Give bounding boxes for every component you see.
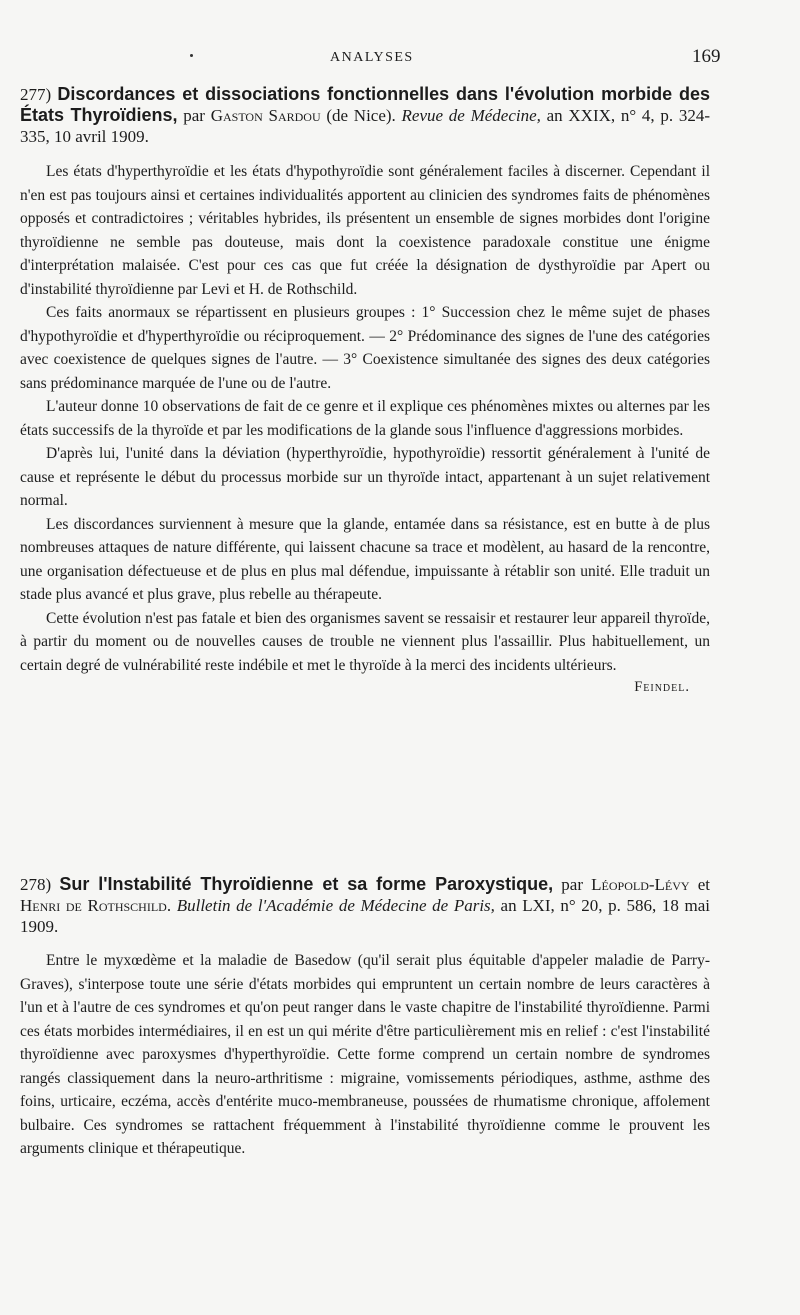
paragraph: Ces faits anormaux se répartissent en plusieurs groupes : 1° Succession chez le même sujet de phases d'hypothyroïdie et d'hyperthyroïdie ou réciproquement. — 2° Prédominance des signes de l'une des catégories avec coexistence de quelques signes de l'autre. — 3° Coexistence simultanée des signes des deux catégories sans prédominance marquée de l'une ou de l'autre. (20, 304, 710, 392)
by-word: par (183, 106, 205, 125)
co-author: Henri de Rothschild. (20, 896, 172, 915)
article-body (20, 949, 710, 1161)
reviewer-signature: Feindel. (634, 679, 690, 695)
article-heading (20, 84, 710, 147)
paragraph: Cette évolution n'est pas fatale et bien des organismes savent se ressaisir et restaurer leur appareil thyroïde, à partir du moment ou de nouvelles causes de trouble ne viennent plus l'assaillir. Plus habituellement, un certain degré de vulnérabilité reste indébile et met le thyroïde à la merci des incidents ultérieurs. (20, 609, 710, 674)
article-title: Discordances et dissociations fonctionnelles dans l'évolution morbide des États Thyroïdiens, (20, 84, 711, 125)
print-speck (190, 54, 193, 57)
paragraph: Entre le myxœdème et la maladie de Basedow (qu'il serait plus équitable d'appeler maladie de Parry-Graves), s'interpose toute une série d'états morbides qui empruntent un certain nombre de leurs caractères à l'un et à l'autre de ces syndromes et qu'on peut ranger dans le vaste chapitre de l'instabilité thyroïdienne. Parmi ces états morbides intermédiaires, il en est un qui mérite d'être particulièrement mis en relief : c'est l'instabilité thyroïdienne avec paroxysmes d'hyperthyroïdie. Cette forme comprend un certain nombre de syndromes rangés classiquement dans la neuro-arthritisme : migraine, vomissements périodiques, asthme, asthme des foins, urticaire, eczéma, accès d'entérite muco-membraneuse, poussées de rhumatisme chronique, affolement bulbaire. Ces syndromes se rattachent fréquemment à l'instabilité thyroïdienne comme le prouvent les arguments clinique et thérapeutique. (20, 952, 710, 1157)
by-word: par (561, 875, 583, 894)
affiliation: (de Nice). (326, 106, 396, 125)
article-heading (20, 874, 710, 937)
author: Léopold-Lévy (591, 875, 690, 894)
journal: Revue de Médecine, (401, 106, 541, 125)
article-278 (20, 874, 710, 1161)
article-number: 277) (20, 85, 52, 104)
article-number: 278) (20, 875, 52, 894)
article-277 (20, 84, 710, 696)
page-number: 169 (692, 46, 721, 67)
paragraph: Les discordances surviennent à mesure que la glande, entamée dans sa résistance, est en butte à de plus nombreuses attaques de nature différente, qui laissent chacune sa trace et modèlent, au hasard de la rencontre, une organisation défectueuse et de plus en plus mal défendue, impuissante à rétablir son unité. Elle traduit un stade plus avancé et plus grave, plus rebelle au thérapeute. (20, 515, 710, 603)
paragraph: Les états d'hyperthyroïdie et les états d'hypothyroïdie sont généralement faciles à discerner. Cependant il n'en est pas toujours ainsi et certaines individualités apportent au clinicien des syndromes faits de phénomènes opposés et contradictoires ; véritables hybrides, ils présentent un ensemble de signes morbides dont l'origine thyroïdienne ne semble pas douteuse, mais dont la coexistence paradoxale constitue une énigme d'interprétation malaisée. C'est pour ces cas que fut créée la désignation de dysthyroïdie par Apert ou d'instabilité thyroïdienne par Levi et H. de Rothschild. (20, 163, 710, 298)
journal: Bulletin de l'Académie de Médecine de Paris, (176, 896, 495, 915)
paragraph: L'auteur donne 10 observations de fait de ce genre et il explique ces phénomènes mixtes ou alternes par les états successifs de la thyroïde et par les modifications de la glande sous l'influence d'aggressions morbides. (20, 398, 710, 439)
running-title: ANALYSES (330, 50, 414, 65)
author: Gaston Sardou (210, 106, 321, 125)
article-title: Sur l'Instabilité Thyroïdienne et sa forme Paroxystique, (59, 874, 554, 894)
article-body (20, 160, 710, 677)
paragraph: D'après lui, l'unité dans la déviation (hyperthyroïdie, hypothyroïdie) ressortit généralement à l'unité de cause et représente le début du processus morbide sur un thyroïde intact, appartenant à un sujet relativement normal. (20, 445, 710, 509)
citation-details: an XXIX, n° 4, p. 324-335, 10 avril 1909. (20, 106, 711, 146)
citation-details: an LXI, n° 20, p. 586, 18 mai 1909. (20, 896, 710, 936)
conjunction: et (697, 875, 711, 894)
